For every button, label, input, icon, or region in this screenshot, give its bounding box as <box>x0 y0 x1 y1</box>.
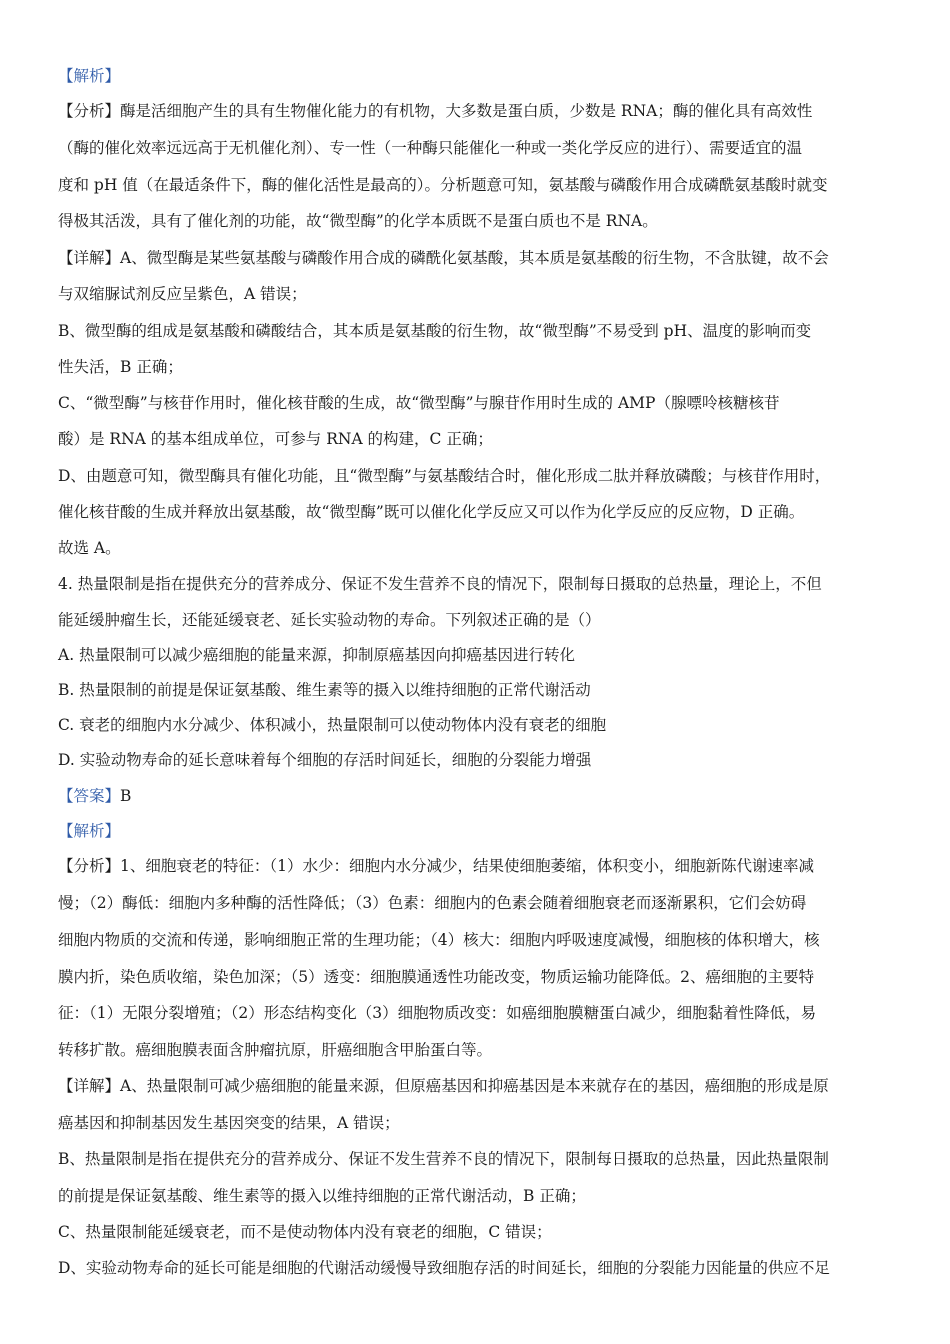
text-line: C、“微型酶”与核苷作用时，催化核苷酸的生成，故“微型酶”与腺苷作用时生成的 AMP（腺嘌呤核糖核苷 <box>58 394 780 412</box>
answer-value: B <box>120 787 132 805</box>
text-line: 度和 pH 值（在最适条件下，酶的催化活性是最高的）。分析题意可知，氨基酸与磷酸作用合成磷酰氨基酸时就变 <box>58 176 828 194</box>
text-line: 膜内折，染色质收缩，染色加深；（5）透变：细胞膜通透性功能改变，物质运输功能降低。2、癌细胞的主要特 <box>58 968 814 986</box>
text-line: D、实验动物寿命的延长可能是细胞的代谢活动缓慢导致细胞存活的时间延长，细胞的分裂能力因能量的供应不足 <box>58 1259 830 1277</box>
text-line: D、由题意可知，微型酶具有催化功能，且“微型酶”与氨基酸结合时，催化形成二肽并释放磷酸；与核苷作用时， <box>58 467 831 485</box>
text-line: 细胞内物质的交流和传递，影响细胞正常的生理功能；（4）核大：细胞内呼吸速度减慢，细胞核的体积增大，核 <box>58 931 820 949</box>
text-line: 慢；（2）酶低：细胞内多种酶的活性降低；（3）色素：细胞内的色素会随着细胞衰老而逐渐累积，它们会妨碍 <box>58 894 807 912</box>
text-line: 催化核苷酸的生成并释放出氨基酸，故“微型酶”既可以催化化学反应又可以作为化学反应的反应物，D 正确。 <box>58 503 805 521</box>
text-line: B、热量限制是指在提供充分的营养成分、保证不发生营养不良的情况下，限制每日摄取的总热量，因此热量限制 <box>58 1150 829 1168</box>
question-stem: 4. 热量限制是指在提供充分的营养成分、保证不发生营养不良的情况下，限制每日摄取的总热量，理论上，不但 <box>58 575 822 593</box>
option-c: C. 衰老的细胞内水分减少、体积减小，热量限制可以使动物体内没有衰老的细胞 <box>58 716 607 734</box>
text-line: 转移扩散。癌细胞膜表面含肿瘤抗原，肝癌细胞含甲胎蛋白等。 <box>58 1041 493 1059</box>
bracket-label: 【答案】 <box>58 787 121 805</box>
option-b: B. 热量限制的前提是保证氨基酸、维生素等的摄入以维持细胞的正常代谢活动 <box>58 681 591 699</box>
option-a: A. 热量限制可以减少癌细胞的能量来源，抑制原癌基因向抑癌基因进行转化 <box>58 646 576 664</box>
text-line: 故选 A。 <box>58 539 121 557</box>
text-line: （酶的催化效率远远高于无机催化剂）、专一性（一种酶只能催化一种或一类化学反应的进行）、需要适宜的温 <box>58 139 803 157</box>
text-line: B、微型酶的组成是氨基酸和磷酸结合，其本质是氨基酸的衍生物，故“微型酶”不易受到 pH、温度的影响而变 <box>58 322 812 340</box>
bracket-label: 【解析】 <box>58 67 121 85</box>
option-d: D. 实验动物寿命的延长意味着每个细胞的存活时间延长，细胞的分裂能力增强 <box>58 751 592 769</box>
text-line: 征：（1）无限分裂增殖；（2）形态结构变化（3）细胞物质改变：如癌细胞膜糖蛋白减少，细胞黏着性降低，易 <box>58 1004 817 1022</box>
text-line: 【分析】1、细胞衰老的特征：（1）水少：细胞内水分减少，结果使细胞萎缩，体积变小，细胞新陈代谢速率减 <box>58 857 814 875</box>
text-line: 性失活，B 正确； <box>58 358 183 376</box>
section-label-analysis <box>58 821 120 841</box>
text-line: 的前提是保证氨基酸、维生素等的摄入以维持细胞的正常代谢活动，B 正确； <box>58 1187 586 1205</box>
text-line: 【分析】酶是活细胞产生的具有生物催化能力的有机物，大多数是蛋白质，少数是 RNA；酶的催化具有高效性 <box>58 102 813 120</box>
text-line: 与双缩脲试剂反应呈紫色，A 错误； <box>58 285 307 303</box>
text-line: 【详解】A、微型酶是某些氨基酸与磷酸作用合成的磷酰化氨基酸，其本质是氨基酸的衍生物，不含肽键，故不会 <box>58 249 829 267</box>
text-line: 【详解】A、热量限制可减少癌细胞的能量来源，但原癌基因和抑癌基因是本来就存在的基因，癌细胞的形成是原 <box>58 1077 829 1095</box>
text-line: 癌基因和抑制基因发生基因突变的结果，A 错误； <box>58 1114 400 1132</box>
text-line: C、热量限制能延缓衰老，而不是使动物体内没有衰老的细胞，C 错误； <box>58 1223 552 1241</box>
question-stem: 能延缓肿瘤生长，还能延缓衰老、延长实验动物的寿命。下列叙述正确的是（） <box>58 611 601 629</box>
section-label-analysis <box>58 66 120 86</box>
text-line: 酸）是 RNA 的基本组成单位，可参与 RNA 的构建，C 正确； <box>58 430 493 448</box>
bracket-label: 【解析】 <box>58 822 121 840</box>
text-line: 得极其活泼，具有了催化剂的功能，故“微型酶”的化学本质既不是蛋白质也不是 RNA。 <box>58 212 658 230</box>
answer-line <box>58 786 131 806</box>
